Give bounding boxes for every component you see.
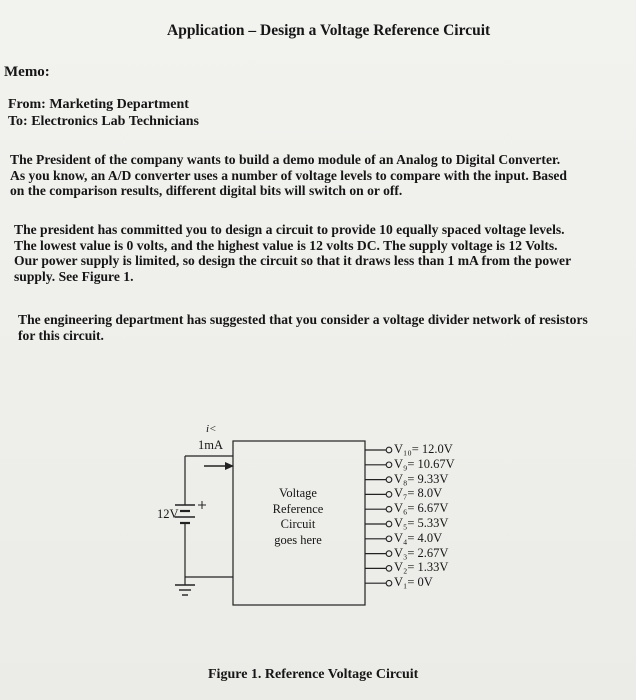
document-title: Application – Design a Voltage Reference Circuit <box>167 22 491 39</box>
output-voltage-list <box>394 442 455 590</box>
output-voltage: V₃= 2.67V <box>394 545 449 560</box>
paragraph-line: The engineering department has suggested that you consider a voltage divider network of resistors <box>18 312 588 327</box>
output-terminal <box>386 506 392 512</box>
paragraph-requirements <box>14 222 571 284</box>
output-terminal <box>386 492 392 498</box>
paragraph-line: The president has committed you to design a circuit to provide 10 equally spaced voltage levels. <box>14 222 565 237</box>
output-terminal <box>386 477 392 483</box>
output-voltage: V₁₀= 12.0V <box>394 442 453 456</box>
battery-voltage-label: 12V <box>157 507 179 521</box>
reference-voltage-diagram <box>140 415 500 615</box>
output-voltage: V₄= 4.0V <box>394 530 443 545</box>
output-terminal <box>386 566 392 572</box>
output-voltage: V₈= 9.33V <box>394 471 449 486</box>
paragraph-line: The President of the company wants to build a demo module of an Analog to Digital Converter. <box>10 152 561 167</box>
paragraph-line: The lowest value is 0 volts, and the highest value is 12 volts DC. The supply voltage is 12 Volts. <box>14 237 558 253</box>
box-text-line: Circuit <box>280 517 316 531</box>
output-voltage: V₅= 5.33V <box>394 515 449 530</box>
current-symbol: i< <box>206 423 217 435</box>
output-terminal <box>386 536 392 542</box>
output-terminal <box>386 580 392 586</box>
current-value-label: 1mA <box>198 438 223 452</box>
box-text-line: goes here <box>274 532 322 547</box>
output-voltage: V₁= 0V <box>394 575 433 590</box>
output-voltage: V₆= 6.67V <box>394 501 449 516</box>
output-terminal <box>386 447 392 453</box>
paragraph-intro <box>10 152 567 199</box>
box-text-line: Voltage <box>279 486 317 500</box>
output-voltage: V₉= 10.67V <box>394 456 455 471</box>
paragraph-line: Our power supply is limited, so design the circuit so that it draws less than 1 mA from the power <box>14 253 572 268</box>
paragraph-line: on the comparison results, different digital bits will switch on or off. <box>10 183 403 198</box>
figure-caption: Figure 1. Reference Voltage Circuit <box>208 667 419 682</box>
to-line: To: Electronics Lab Technicians <box>8 114 199 129</box>
from-line: From: Marketing Department <box>8 97 189 112</box>
output-terminal <box>386 462 392 468</box>
box-text-line: Reference <box>272 501 324 516</box>
output-terminal <box>386 521 392 527</box>
paragraph-line: supply. See Figure 1. <box>14 268 134 284</box>
output-terminal <box>386 551 392 557</box>
paragraph-line: As you know, an A/D converter uses a number of voltage levels to compare with the input. Based <box>10 167 567 183</box>
memo-label: Memo: <box>4 64 50 80</box>
output-leads <box>365 447 392 586</box>
output-voltage: V₂= 1.33V <box>394 560 449 575</box>
box-text <box>258 486 338 548</box>
paragraph-suggestion <box>18 312 588 343</box>
paragraph-line: for this circuit. <box>18 327 104 343</box>
output-voltage: V₇= 8.0V <box>394 486 443 501</box>
